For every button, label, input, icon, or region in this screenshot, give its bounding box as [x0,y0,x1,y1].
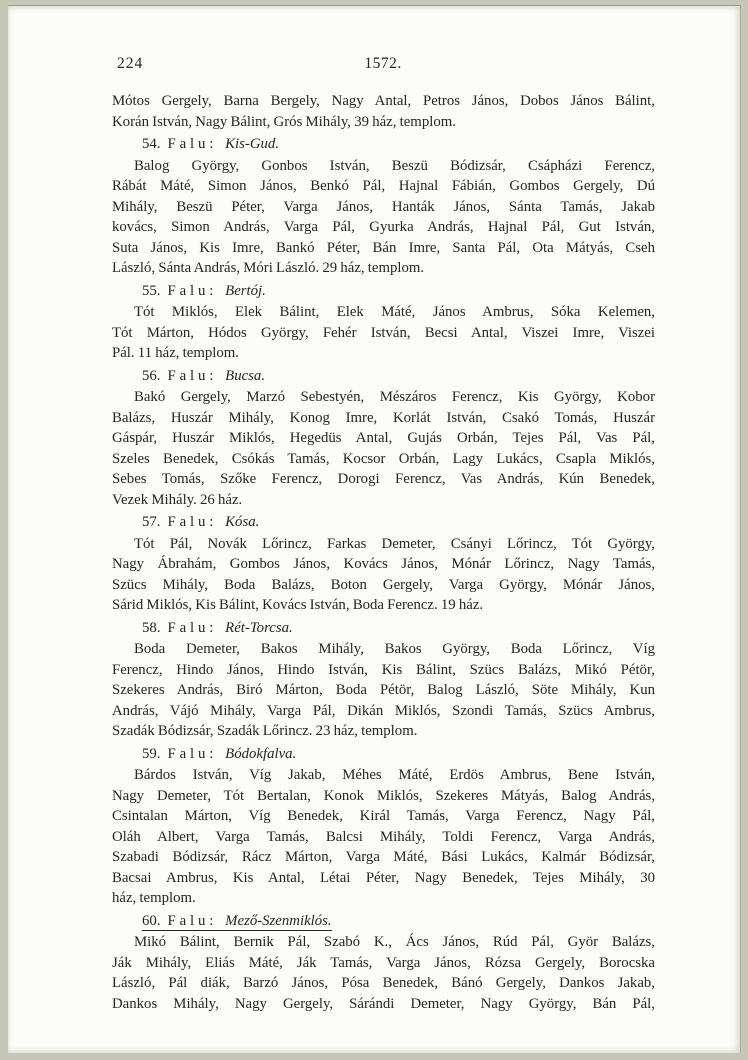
page-content [112,91,655,1014]
page-header [112,55,654,76]
section-title [142,281,655,302]
text-line: Sebes Tomás, Szőke Ferencz, Dorogi Ferencz, Vas András, Kún Benedek, [112,471,655,487]
year-heading: 1572. [364,55,402,72]
section-number: 56. [142,367,161,384]
text-line: Szabadi Bódizsár, Rácz Márton, Varga Máté, Bási Lukács, Kalmár Bódizsár, [112,849,655,865]
section-title-text [142,136,279,152]
text-line: Ják Mihály, Eliás Máté, Ják Tamás, Varga János, Rózsa Gergely, Borocska [112,954,655,971]
text-line: Mihály, Beszü Péter, Varga János, Hanták János, Sánta Tamás, Jakab [112,198,655,215]
section-number: 55. [142,282,161,299]
section-title [142,618,655,639]
falu-label: Falu: [167,136,218,152]
resident-list-paragraph [112,932,655,1014]
text-line: Tót Márton, Hódos György, Fehér István, Becsi Antal, Viszei Imre, Viszei [112,324,655,341]
resident-list-paragraph [112,534,655,616]
village-name: Bódokfalva. [225,745,297,762]
section-title [142,744,655,765]
text-line: Szeles Benedek, Csókás Tamás, Kocsor Orbán, Lagy Lukács, Csapla Miklós, [112,450,655,467]
text-line: László, Sánta András, Móri László. 29 ház, templom. [112,260,425,276]
text-line: Boda Demeter, Bakos Mihály, Bakos György, Boda Lőrincz, Víg [134,641,655,657]
text-line: Bakó Gergely, Marzó Sebestyén, Mészáros Ferencz, Kis György, Kobor [134,389,655,405]
section-number: 59. [142,745,161,762]
falu-label: Falu: [167,619,218,636]
text-line: Vezek Mihály. 26 ház. [112,491,243,508]
text-line: Sárid Miklós, Kis Bálint, Kovács István, Boda Ferencz. 19 ház. [112,597,484,613]
section-title [142,512,655,533]
falu-label: Falu: [167,745,218,762]
section-title-text [142,368,265,384]
section-title [142,911,655,932]
village-name: Bucsa. [225,367,266,384]
section-number: 58. [142,619,161,636]
text-line: kovács, Simon András, Varga Pál, Gyurka András, Hajnal Pál, Gut István, [112,219,655,235]
text-line: Bacsai Ambrus, Kis Antal, Létai Péter, Nagy Benedek, Tejes Mihály, 30 [112,869,655,886]
section-title-text [142,283,266,299]
text-line: László, Pál diák, Barzó János, Pósa Benedek, Bánó Gergely, Dankos Jakab, [112,975,655,991]
text-line: Tót Pál, Novák Lőrincz, Farkas Demeter, Csányi Lőrincz, Tót György, [134,535,655,552]
section-number: 54. [142,136,161,152]
section-title-text [142,620,293,636]
section-title [142,134,655,155]
section-title-text [142,746,296,762]
text-line: ház, templom. [112,890,196,906]
section-title [142,366,655,387]
text-line: Ferencz, Hindo János, Hindo István, Kis Bálint, Szücs Balázs, Mikó Pétör, [112,661,655,678]
text-line: Szücs Mihály, Boda Balázs, Boton Gergely, Varga György, Mónár János, [112,576,655,593]
section-number: 57. [142,514,161,530]
page-number: 224 [117,55,144,72]
text-line: Balog György, Gonbos István, Beszü Bódizsár, Csápházi Ferencz, [134,157,655,174]
text-line: Nagy Demeter, Tót Bertalan, Konok Miklós, Szekeres Mátyás, Balog András, [112,787,655,804]
falu-label: Falu: [167,912,218,929]
falu-label: Falu: [167,367,218,384]
text-line: Balázs, Huszár Mihály, Konog Imre, Korlát István, Csakó Tomás, Huszár [112,409,655,426]
text-line: Dankos Mihály, Nagy Gergely, Sárándi Demeter, Nagy György, Bán Pál, [112,995,655,1012]
text-line: Bárdos István, Víg Jakab, Méhes Máté, Erdös Ambrus, Bene István, [134,767,655,783]
text-line: Szekeres András, Biró Márton, Boda Pétör, Balog László, Söte Mihály, Kun [112,682,655,698]
resident-list-paragraph [112,302,655,364]
resident-list-paragraph [112,765,655,909]
text-line: Szadák Bódizsár, Szadák Lőrincz. 23 ház, templom. [112,723,418,739]
village-name: Mező-Szenmiklós. [225,912,332,929]
text-line: András, Vájó Mihály, Varga Pál, Dikán Miklós, Szondi Tamás, Szücs Ambrus, [112,702,655,719]
text-line: Rábát Máté, Simon János, Benkó Pál, Hajnal Fábián, Gombos Gergely, Dú [112,178,655,194]
falu-label: Falu: [167,514,218,530]
village-name: Kis-Gud. [225,136,280,152]
text-line: Csintalan Márton, Víg Benedek, Királ Tamás, Varga Ferencz, Nagy Pál, [112,808,655,824]
resident-list-paragraph [112,639,655,742]
text-line: Gáspár, Huszár Miklós, Hegedüs Antal, Gujás Orbán, Tejes Pál, Vas Pál, [112,430,655,446]
text-line: Tót Miklós, Elek Bálint, Elek Máté, János Ambrus, Sóka Kelemen, [134,304,655,320]
text-line: Suta János, Kis Imre, Bankó Péter, Bán Imre, Santa Pál, Ota Mátyás, Cseh [112,239,655,256]
resident-list-paragraph [112,156,655,279]
village-name: Bertój. [225,282,266,299]
text-line: Korán István, Nagy Bálint, Grós Mihály, 39 ház, templom. [112,113,456,130]
text-line: Pál. 11 ház, templom. [112,345,239,361]
resident-list-paragraph [112,387,655,510]
section-title-text [142,913,332,931]
text-line: Mótos Gergely, Barna Bergely, Nagy Antal, Petros János, Dobos János Bálint, [112,93,655,109]
village-name: Rét-Torcsa. [225,619,293,636]
section-title-text [142,514,259,530]
book-page [8,5,741,1053]
text-line: Nagy Ábrahám, Gombos János, Kovács János, Mónár Lőrincz, Nagy Tamás, [112,556,655,572]
village-name: Kósa. [225,514,260,530]
continuation-paragraph [112,91,655,132]
section-number: 60. [142,912,161,929]
text-line: Oláh Albert, Varga Tamás, Balcsi Mihály, Toldi Ferencz, Varga András, [112,828,655,845]
text-line: Mikó Bálint, Bernik Pál, Szabó K., Ács János, Rúd Pál, Györ Balázs, [134,934,655,950]
falu-label: Falu: [167,282,218,299]
